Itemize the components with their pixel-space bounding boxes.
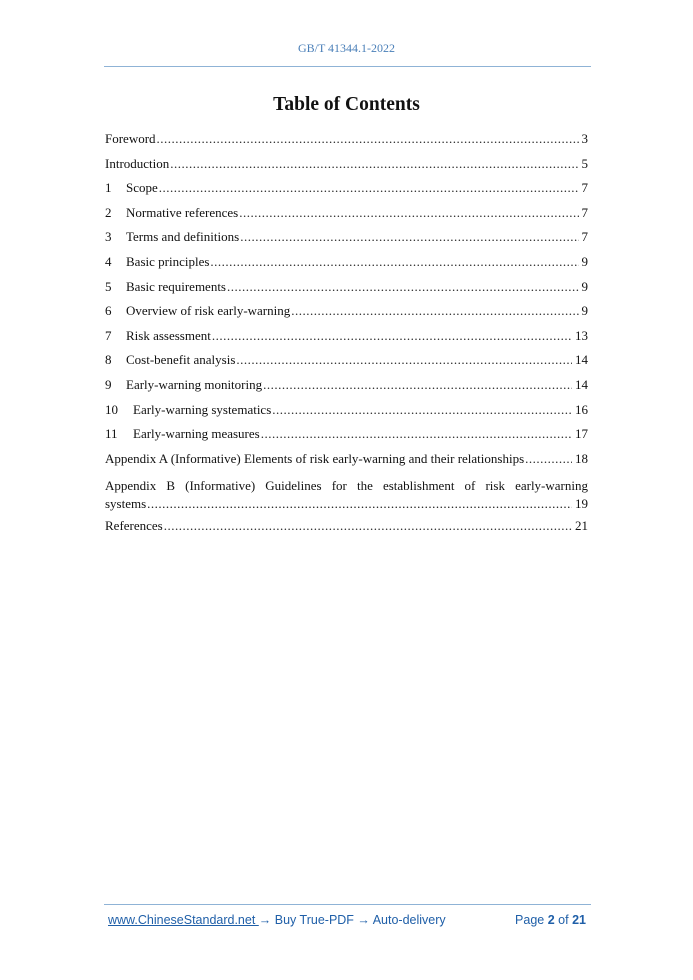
toc-entry-introduction[interactable] [105,155,588,180]
toc-entry-page: 19 [575,496,588,512]
toc-entry-page: 7 [581,204,588,220]
toc-entry-page: 3 [581,131,588,146]
toc-entry-page: 16 [575,401,588,417]
toc-entry-scope[interactable] [105,179,588,204]
toc-entry-number: 11 [105,426,118,442]
toc-entry-label: Scope [126,180,158,196]
dot-leader [239,204,578,222]
page-of: of [558,913,569,927]
toc-entry-page: 9 [581,253,588,269]
toc-entry-number: 9 [105,376,112,392]
toc-entry-number: 1 [105,180,112,196]
toc-entry-label: Normative references [126,204,239,220]
total-pages: 21 [572,913,586,927]
toc-entry-foreword[interactable] [105,130,588,155]
toc-entry-label: Basic principles [126,253,210,269]
toc-entry-page: 14 [575,352,588,368]
toc-entry-label: Early-warning measures [133,426,260,442]
header-divider [104,66,591,67]
dot-leader [261,425,572,443]
toc-entry-page: 7 [581,229,588,245]
dot-leader [159,179,579,197]
toc-entry-number: 10 [105,401,118,417]
dot-leader [236,351,572,369]
dot-leader [291,302,578,320]
table-of-contents [105,130,588,542]
toc-entry-page: 18 [575,450,588,466]
toc-entry-label: Risk assessment [126,327,211,343]
toc-entry-label: Introduction [105,155,170,171]
toc-entry-label: Cost-benefit analysis [126,352,236,368]
toc-entry-number: 5 [105,278,112,294]
toc-entry-page: 17 [575,426,588,442]
toc-entry-early-warning-measures[interactable] [105,425,588,450]
dot-leader [164,517,572,535]
dot-leader [227,278,579,296]
dot-leader [212,327,572,345]
page-label: Page [515,913,545,927]
toc-entry-number: 3 [105,229,112,245]
toc-entry-page: 21 [575,518,588,534]
toc-entry-label: Appendix A (Informative) Elements of risk early-warning and their relationships [105,450,525,466]
page-indicator [515,913,586,927]
toc-entry-terms-and-definitions[interactable] [105,228,588,253]
toc-entry-page: 9 [581,278,588,294]
toc-entry-early-warning-monitoring[interactable] [105,376,588,401]
toc-entry-label: Early-warning monitoring [126,376,263,392]
toc-entry-overview-of-risk-early-warning[interactable] [105,302,588,327]
toc-entry-basic-principles[interactable] [105,253,588,278]
dot-leader [525,450,572,468]
toc-entry-references[interactable] [105,517,588,542]
toc-entry-page: 13 [575,327,588,343]
page-title: Table of Contents [273,94,420,115]
toc-entry-label: Foreword [105,131,156,146]
toc-entry-number: 8 [105,352,112,368]
dot-leader [210,253,578,271]
footer-promo [108,913,446,927]
toc-entry-label-continued: systems [105,496,147,512]
dot-leader [170,155,578,173]
dot-leader [240,228,578,246]
toc-entry-cost-benefit-analysis[interactable] [105,351,588,376]
toc-entry-appendix-b[interactable] [105,477,588,517]
toc-entry-risk-assessment[interactable] [105,327,588,352]
toc-entry-page: 14 [575,376,588,392]
toc-entry-label: References [105,518,163,534]
page-footer [108,913,586,927]
toc-entry-number: 2 [105,204,112,220]
toc-entry-label: Terms and definitions [126,229,240,245]
promo-text: → Buy True-PDF → Auto-delivery [258,913,446,927]
toc-entry-label: Appendix B (Informative) Guidelines for the establishment of risk early-warning [105,478,588,494]
toc-entry-label: Overview of risk early-warning [126,303,291,319]
current-page: 2 [547,913,555,927]
toc-entry-number: 6 [105,303,112,319]
site-link[interactable]: www.ChineseStandard.net [108,913,259,927]
toc-entry-appendix-a[interactable] [105,450,588,475]
toc-entry-page: 9 [581,303,588,319]
toc-entry-page: 5 [581,155,588,171]
toc-entry-basic-requirements[interactable] [105,278,588,303]
footer-divider [104,904,591,905]
toc-entry-normative-references[interactable] [105,204,588,229]
dot-leader [157,130,579,148]
toc-entry-page: 7 [581,180,588,196]
document-code-header: GB/T 41344.1-2022 [297,41,396,55]
toc-entry-label: Basic requirements [126,278,226,294]
toc-entry-early-warning-systematics[interactable] [105,401,588,426]
dot-leader [147,495,572,513]
toc-entry-number: 7 [105,327,112,343]
dot-leader [272,401,572,419]
dot-leader [263,376,572,394]
toc-entry-number: 4 [105,253,112,269]
toc-entry-label: Early-warning systematics [133,401,272,417]
